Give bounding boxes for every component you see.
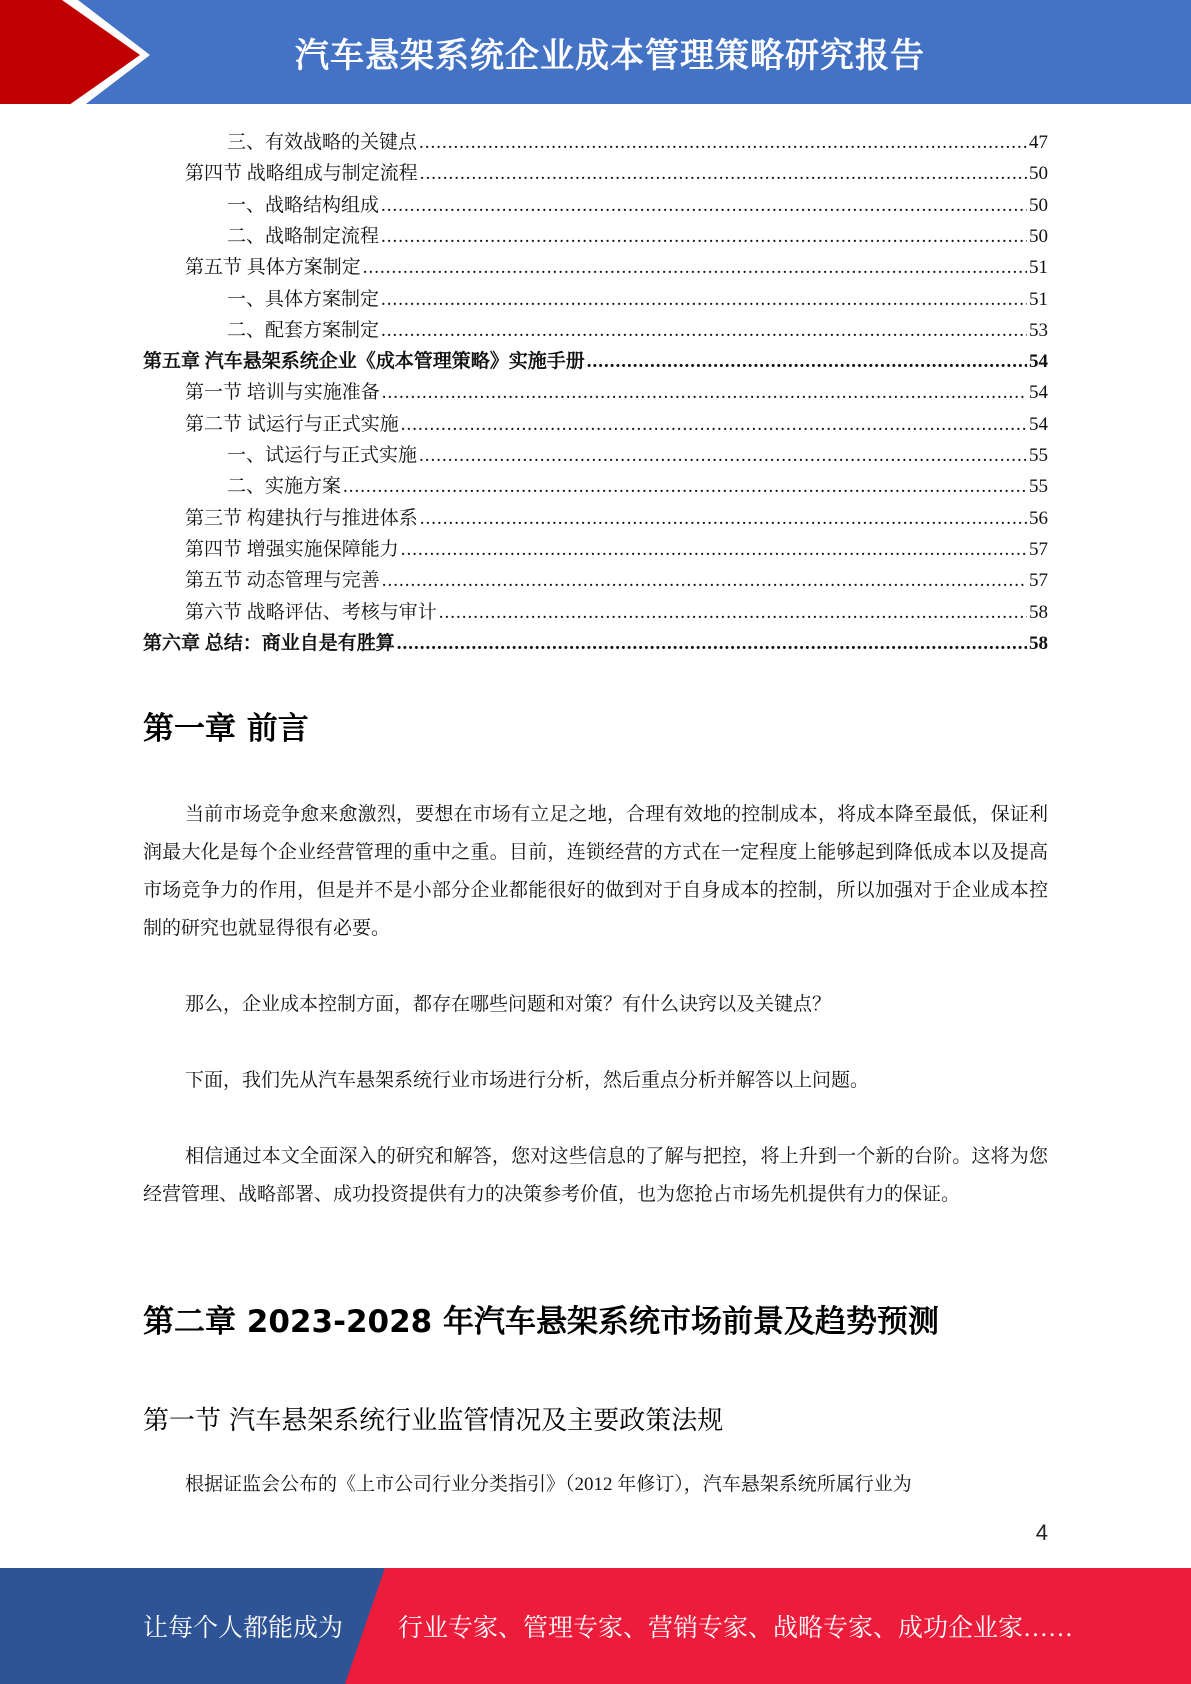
toc-entry[interactable] [227, 285, 1048, 315]
toc-dot-leader [363, 253, 1027, 283]
toc-entry-label: 三、有效战略的关键点 [227, 132, 418, 153]
toc-entry-page: 55 [1029, 476, 1048, 497]
toc-entry-page: 54 [1029, 382, 1048, 403]
toc-entry[interactable] [227, 472, 1048, 502]
toc-entry[interactable] [227, 191, 1048, 221]
toc-entry-page: 57 [1029, 539, 1048, 560]
toc-entry-label: 二、实施方案 [227, 476, 342, 497]
toc-dot-leader [397, 629, 1027, 659]
chapter-1-paragraph-2: 那么，企业成本控制方面，都存在哪些问题和对策？有什么诀窍以及关键点？ [185, 994, 832, 1015]
footer-slogan-left: 让每个人都能成为 [143, 1615, 344, 1642]
toc-entry-page: 50 [1029, 195, 1048, 216]
toc-dot-leader [420, 159, 1027, 189]
toc-dot-leader [401, 535, 1027, 565]
toc-dot-leader [381, 222, 1027, 252]
toc-entry-label: 第五节 具体方案制定 [185, 257, 361, 278]
toc-entry-label: 第一节 培训与实施准备 [185, 382, 380, 403]
toc-entry-label: 一、战略结构组成 [227, 195, 380, 216]
toc-dot-leader [439, 598, 1027, 628]
toc-entry-page: 55 [1029, 445, 1048, 466]
toc-entry-label: 一、具体方案制定 [227, 289, 380, 310]
footer-slogan-right: 行业专家、管理专家、营销专家、战略专家、成功企业家…… [398, 1615, 1074, 1642]
toc-entry[interactable] [185, 159, 1048, 189]
toc-entry[interactable] [185, 598, 1048, 628]
toc-entry-page: 57 [1029, 570, 1048, 591]
toc-entry[interactable] [185, 504, 1048, 534]
toc-entry-label: 第四节 增强实施保障能力 [185, 539, 399, 560]
toc-dot-leader [381, 316, 1027, 346]
chapter-1-paragraph-3: 下面，我们先从汽车悬架系统行业市场进行分析，然后重点分析并解答以上问题。 [185, 1070, 870, 1091]
toc-entry-label: 二、战略制定流程 [227, 226, 380, 247]
toc-entry-page: 58 [1029, 602, 1048, 623]
toc-entry[interactable] [185, 378, 1048, 408]
toc-entry-label: 第四节 战略组成与制定流程 [185, 163, 418, 184]
toc-entry[interactable] [227, 128, 1048, 158]
toc-entry[interactable] [143, 629, 1048, 659]
toc-dot-leader [587, 347, 1027, 377]
toc-entry-label: 第六节 战略评估、考核与审计 [185, 602, 437, 623]
toc-entry-page: 56 [1029, 508, 1048, 529]
toc-entry-page: 54 [1029, 351, 1048, 372]
page-number: 4 [1035, 1520, 1048, 1545]
toc-dot-leader [419, 441, 1027, 471]
toc-dot-leader [381, 191, 1027, 221]
toc-entry-page: 51 [1029, 257, 1048, 278]
toc-entry-page: 50 [1029, 163, 1048, 184]
toc-dot-leader [401, 410, 1027, 440]
toc-entry-label: 第六章 总结：商业自是有胜算 [143, 633, 395, 654]
toc-entry-label: 二、配套方案制定 [227, 320, 380, 341]
toc-entry-page: 53 [1029, 320, 1048, 341]
toc-entry-page: 51 [1029, 289, 1048, 310]
section-1-paragraph: 根据证监会公布的《上市公司行业分类指引》（2012 年修订），汽车悬架系统所属行业为 [185, 1474, 912, 1495]
toc-entry-page: 58 [1029, 633, 1048, 654]
toc-dot-leader [382, 566, 1027, 596]
toc-entry-label: 第三节 构建执行与推进体系 [185, 508, 418, 529]
toc-entry-label: 第二节 试运行与正式实施 [185, 414, 399, 435]
chapter-1-paragraph-4: 相信通过本文全面深入的研究和解答，您对这些信息的了解与把控，将上升到一个新的台阶。这将为您经营管理、战略部署、成功投资提供有力的决策参考价值，也为您抢占市场先机提供有力的保证。 [143, 1146, 1048, 1205]
toc-dot-leader [381, 285, 1027, 315]
toc-entry[interactable] [227, 316, 1048, 346]
toc-dot-leader [419, 128, 1027, 158]
report-title: 汽车悬架系统企业成本管理策略研究报告 [295, 35, 925, 76]
toc-entry[interactable] [185, 410, 1048, 440]
toc-dot-leader [382, 378, 1027, 408]
toc-dot-leader [420, 504, 1027, 534]
toc-dot-leader [343, 472, 1027, 502]
toc-entry[interactable] [185, 535, 1048, 565]
toc-entry[interactable] [227, 222, 1048, 252]
toc-entry[interactable] [185, 253, 1048, 283]
toc-entry-page: 47 [1029, 132, 1048, 153]
toc-entry[interactable] [143, 347, 1048, 377]
page-header [0, 0, 1191, 110]
toc-entry-label: 第五节 动态管理与完善 [185, 570, 380, 591]
toc-entry-label: 第五章 汽车悬架系统企业《成本管理策略》实施手册 [143, 351, 585, 372]
chapter-1-paragraph-1: 当前市场竞争愈来愈激烈，要想在市场有立足之地，合理有效地的控制成本，将成本降至最低，保证利润最大化是每个企业经营管理的重中之重。目前，连锁经营的方式在一定程度上能够起到降低成本以及提高市场竞争力的作用，但是并不是小部分企业都能很好的做到对于自身成本的控制，所以加强对于企业成本控制的研究也就显得很有必要。 [143, 804, 1048, 939]
section-1-heading: 第一节 汽车悬架系统行业监管情况及主要政策法规 [143, 1406, 724, 1436]
chapter-1-heading: 第一章 前言 [143, 711, 309, 747]
toc-entry-label: 一、试运行与正式实施 [227, 445, 418, 466]
toc-entry-page: 50 [1029, 226, 1048, 247]
toc-entry-page: 54 [1029, 414, 1048, 435]
chapter-2-heading: 第二章 2023-2028 年汽车悬架系统市场前景及趋势预测 [143, 1304, 940, 1340]
toc-entry[interactable] [227, 441, 1048, 471]
toc-entry[interactable] [185, 566, 1048, 596]
page-footer [0, 1568, 1191, 1684]
